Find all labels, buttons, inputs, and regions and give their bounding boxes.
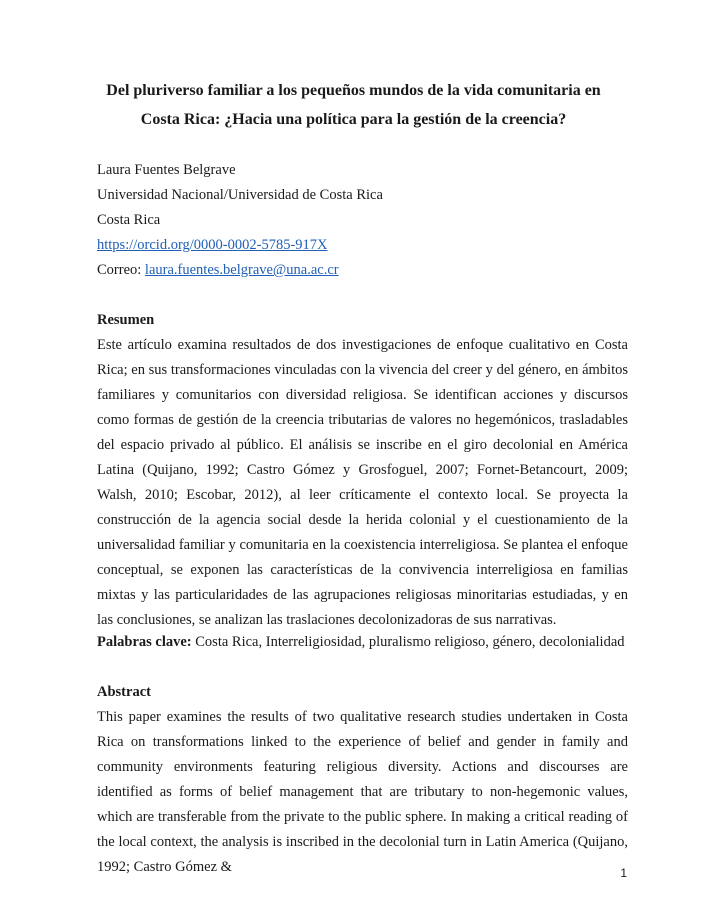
abstract-body: This paper examines the results of two qualitative research studies undertaken in Costa Rica on transformations linked to the experience of belief and gender in family and community environments featuring religious diversity. Actions and discourses are identified as forms of belief management that are tributary to non-hegemonic values, which are transferable from the private to the public sphere. In making a critical reading of the local context, the analysis is inscribed in the decolonial turn in Latin America (Quijano, 1992; Castro Gómez & — [97, 709, 628, 875]
title-line-1: Del pluriverso familiar a los pequeños mundos de la vida comunitaria en — [106, 82, 601, 99]
keywords-value: Costa Rica, Interreligiosidad, pluralismo religioso, género, decolonialidad — [195, 634, 625, 650]
author-country: Costa Rica — [97, 212, 161, 228]
abstract-heading: Abstract — [97, 684, 151, 700]
resumen-heading: Resumen — [97, 312, 155, 328]
resumen-body: Este artículo examina resultados de dos investigaciones de enfoque cualitativo en Costa Rica; en sus transformaciones vinculadas con la vivencia del creer y del género, en ámbitos familiares y comunitarios con diversidad religiosa. Se identifican acciones y discursos como formas de gestión de la creencia tributarias de valores no hegemónicos, trasladables del espacio privado al público. El análisis se inscribe en el giro decolonial en América Latina (Quijano, 1992; Castro Gómez y Grosfoguel, 2007; Fornet-Betancourt, 2009; Walsh, 2010; Escobar, 2012), al leer críticamente el contexto local. Se proyecta la construcción de la agencia social desde la herida colonial y el cuestionamiento de la universalidad familiar y comunitaria en la coexistencia interreligiosa. Se plantea el enfoque conceptual, se exponen las características de la convivencia interreligiosa en familias mixtas y las particularidades de las agrupaciones religiosas minoritarias estudiadas, y en las conclusiones, se analizan las traslaciones decolonizadoras de sus narrativas. — [97, 337, 628, 628]
orcid-link[interactable]: https://orcid.org/0000-0002-5785-917X — [97, 237, 328, 253]
author-affiliation: Universidad Nacional/Universidad de Costa Rica — [97, 187, 383, 203]
keywords-label: Palabras clave: — [97, 634, 192, 650]
email-label: Correo: — [97, 262, 142, 278]
email-link[interactable]: laura.fuentes.belgrave@una.ac.cr — [144, 262, 339, 278]
paper-title — [60, 76, 647, 134]
title-line-2: Costa Rica: ¿Hacia una política para la gestión de la creencia? — [140, 111, 567, 128]
keywords-line — [97, 630, 625, 655]
page-number: 1 — [620, 866, 627, 880]
author-block — [97, 158, 383, 283]
author-name: Laura Fuentes Belgrave — [97, 162, 236, 178]
